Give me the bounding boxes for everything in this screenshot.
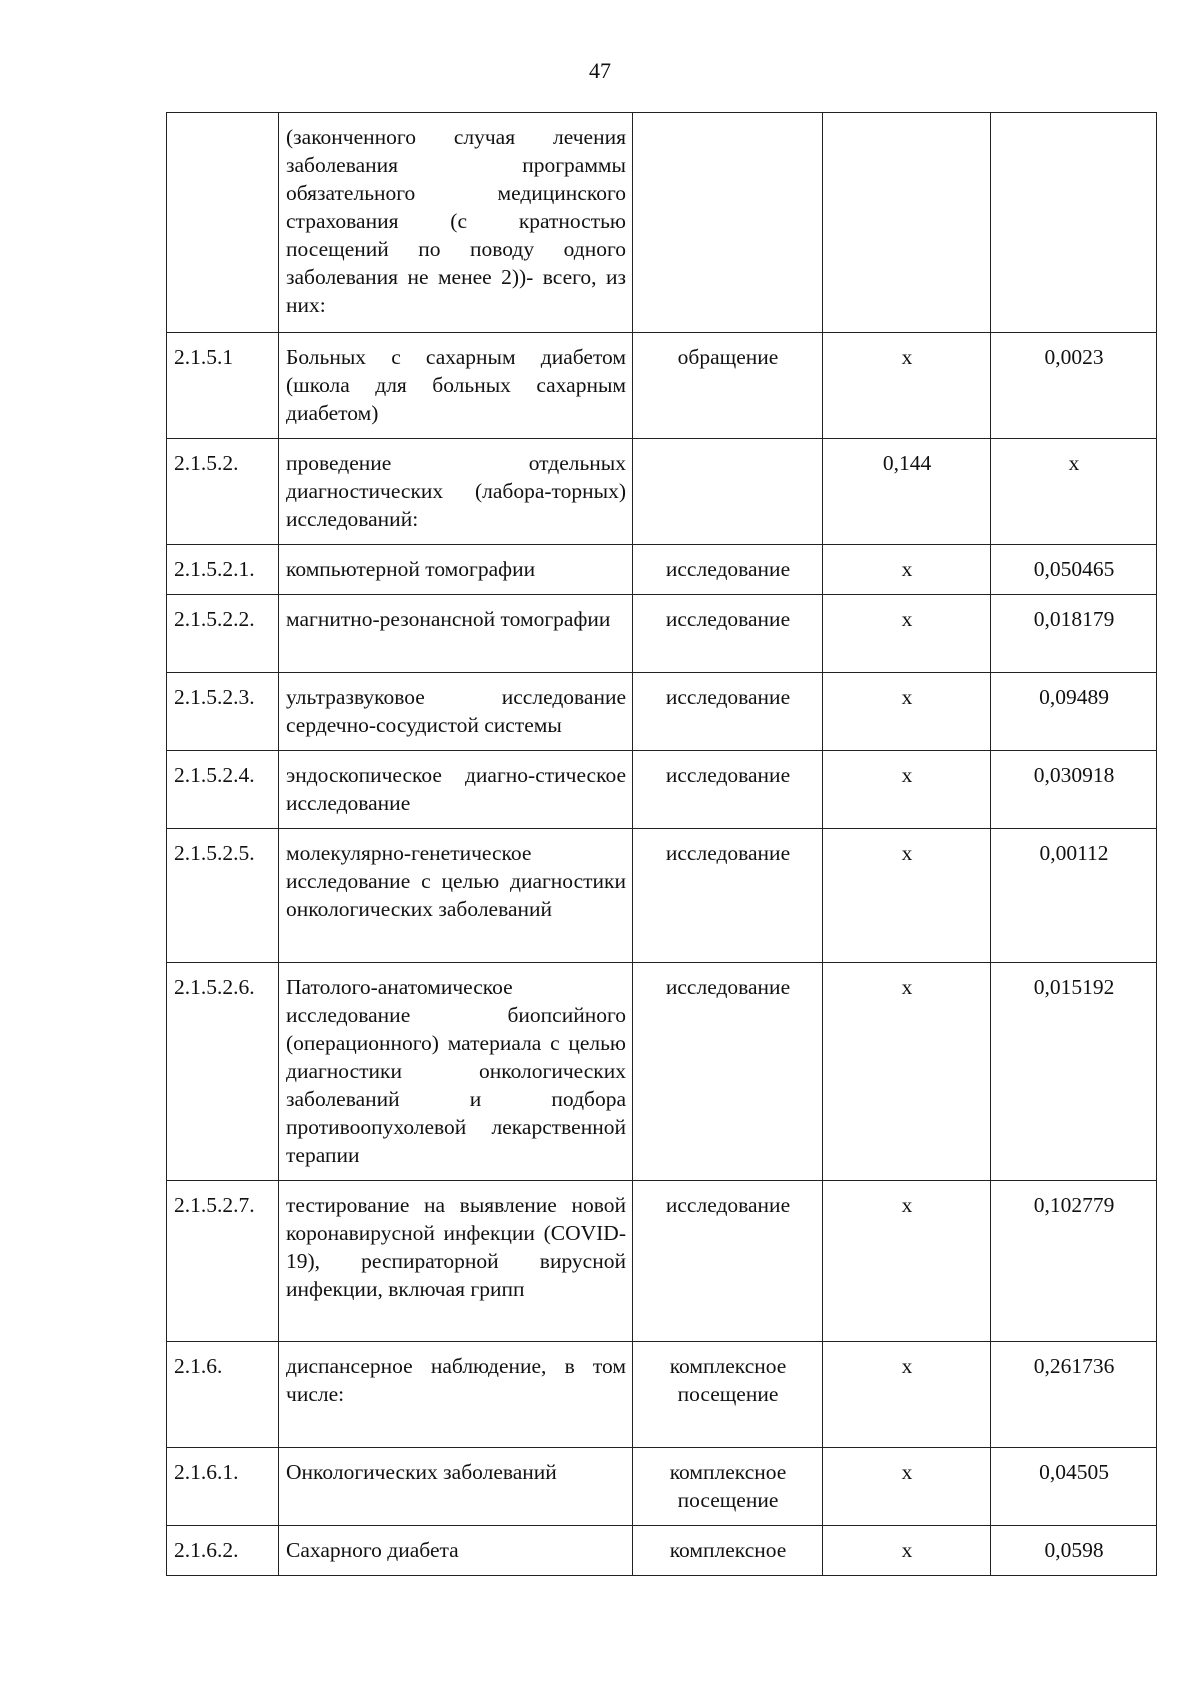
table-row (167, 545, 1157, 595)
row-unit-cell (633, 113, 823, 333)
row-value-1-cell: х (823, 751, 991, 829)
row-description-cell: Сахарного диабета (279, 1526, 633, 1576)
table-body (167, 113, 1157, 1576)
row-value-2-cell: 0,0023 (991, 333, 1157, 439)
row-unit-cell: исследование (633, 1181, 823, 1342)
table-row (167, 673, 1157, 751)
row-value-2-cell: х (991, 439, 1157, 545)
row-value-1-cell (823, 113, 991, 333)
row-description-cell: ультразвуковое исследование сердечно-сосудистой системы (279, 673, 633, 751)
row-unit-cell: исследование (633, 545, 823, 595)
row-unit-cell: комплексное (633, 1526, 823, 1576)
row-number-cell: 2.1.5.2.4. (167, 751, 279, 829)
row-value-2-cell: 0,261736 (991, 1342, 1157, 1448)
row-unit-cell: комплексное посещение (633, 1342, 823, 1448)
row-value-1-cell: х (823, 673, 991, 751)
row-number-cell: 2.1.6. (167, 1342, 279, 1448)
row-value-1-cell: х (823, 1181, 991, 1342)
row-number-cell (167, 113, 279, 333)
row-unit-cell: исследование (633, 595, 823, 673)
row-value-1-cell: х (823, 333, 991, 439)
row-value-1-cell: 0,144 (823, 439, 991, 545)
row-description-cell: Больных с сахарным диабетом (школа для больных сахарным диабетом) (279, 333, 633, 439)
table-row (167, 751, 1157, 829)
row-value-2-cell: 0,015192 (991, 963, 1157, 1181)
row-number-cell: 2.1.5.2.7. (167, 1181, 279, 1342)
row-value-1-cell: х (823, 829, 991, 963)
row-description-cell: эндоскопическое диагно-стическое исследование (279, 751, 633, 829)
table-row (167, 829, 1157, 963)
row-value-2-cell: 0,102779 (991, 1181, 1157, 1342)
row-description-cell: проведение отдельных диагностических (лабора-торных) исследований: (279, 439, 633, 545)
row-value-1-cell: х (823, 963, 991, 1181)
row-value-1-cell: х (823, 595, 991, 673)
table-row (167, 439, 1157, 545)
row-value-1-cell: х (823, 1448, 991, 1526)
row-value-2-cell: 0,04505 (991, 1448, 1157, 1526)
row-unit-cell: исследование (633, 673, 823, 751)
row-number-cell: 2.1.5.2.5. (167, 829, 279, 963)
row-unit-cell: комплексное посещение (633, 1448, 823, 1526)
row-value-1-cell: х (823, 1526, 991, 1576)
row-value-2-cell: 0,0598 (991, 1526, 1157, 1576)
row-value-2-cell (991, 113, 1157, 333)
row-number-cell: 2.1.6.2. (167, 1526, 279, 1576)
row-description-cell: тестирование на выявление новой коронавирусной инфекции (COVID-19), респираторной вирусной инфекции, включая грипп (279, 1181, 633, 1342)
row-description-cell: (законченного случая лечения заболевания программы обязательного медицинского страхования (с кратностью посещений по поводу одного заболевания не менее 2))- всего, из них: (279, 113, 633, 333)
row-unit-cell: обращение (633, 333, 823, 439)
table-row (167, 595, 1157, 673)
row-description-cell: компьютерной томографии (279, 545, 633, 595)
row-number-cell: 2.1.5.2.1. (167, 545, 279, 595)
table-row (167, 113, 1157, 333)
row-number-cell: 2.1.6.1. (167, 1448, 279, 1526)
table-row (167, 333, 1157, 439)
row-description-cell: диспансерное наблюдение, в том числе: (279, 1342, 633, 1448)
page-number: 47 (589, 58, 611, 83)
row-unit-cell: исследование (633, 751, 823, 829)
row-number-cell: 2.1.5.2.2. (167, 595, 279, 673)
row-number-cell: 2.1.5.1 (167, 333, 279, 439)
row-number-cell: 2.1.5.2.3. (167, 673, 279, 751)
table-row (167, 1181, 1157, 1342)
row-value-2-cell: 0,050465 (991, 545, 1157, 595)
indicators-table (166, 112, 1157, 1576)
row-unit-cell: исследование (633, 963, 823, 1181)
row-description-cell: Патолого-анатомическое исследование биопсийного (операционного) материала с целью диагностики онкологических заболеваний и подбора противоопухолевой лекарственной терапии (279, 963, 633, 1181)
row-value-2-cell: 0,00112 (991, 829, 1157, 963)
row-value-1-cell: х (823, 1342, 991, 1448)
row-description-cell: Онкологических заболеваний (279, 1448, 633, 1526)
table-row (167, 1342, 1157, 1448)
table-row (167, 1526, 1157, 1576)
row-unit-cell: исследование (633, 829, 823, 963)
row-value-2-cell: 0,030918 (991, 751, 1157, 829)
row-value-2-cell: 0,018179 (991, 595, 1157, 673)
row-number-cell: 2.1.5.2.6. (167, 963, 279, 1181)
row-description-cell: магнитно-резонансной томографии (279, 595, 633, 673)
row-unit-cell (633, 439, 823, 545)
row-value-2-cell: 0,09489 (991, 673, 1157, 751)
row-number-cell: 2.1.5.2. (167, 439, 279, 545)
row-value-1-cell: х (823, 545, 991, 595)
table-row (167, 963, 1157, 1181)
row-description-cell: молекулярно-генетическое исследование с целью диагностики онкологических заболеваний (279, 829, 633, 963)
table-row (167, 1448, 1157, 1526)
